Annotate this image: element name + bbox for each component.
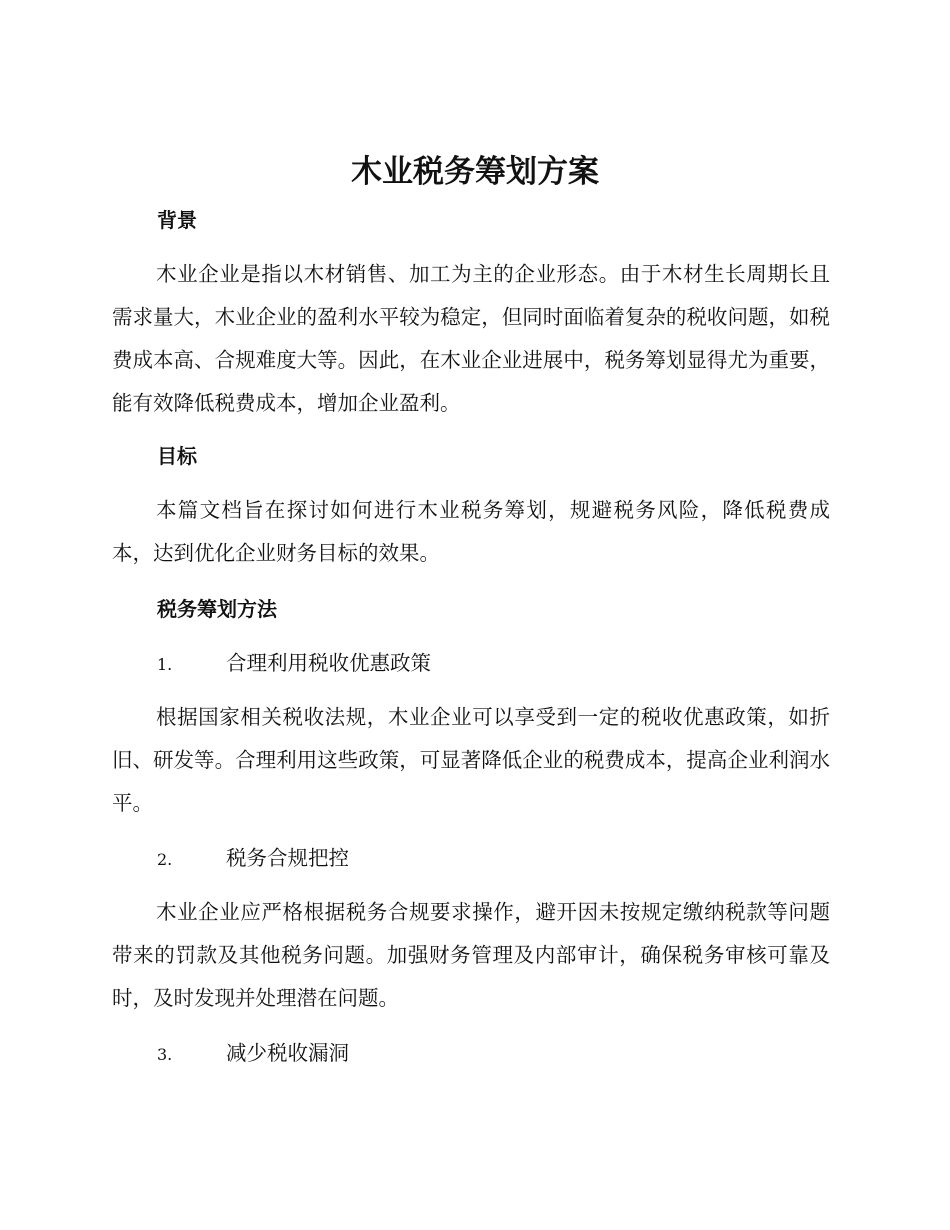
section-heading-methods: 税务筹划方法	[157, 597, 277, 621]
paragraph-method-2: 木业企业应严格根据税务合规要求操作，避开因未按规定缴纳税款等问题带来的罚款及其他税务问题。加强财务管理及内部审计，确保税务审核可靠及时，及时发现并处理潜在问题。	[112, 900, 830, 1010]
section-heading-goal: 目标	[157, 444, 197, 468]
list-item-label: 合理利用税收优惠政策	[226, 651, 431, 675]
list-number: 3.	[157, 1045, 173, 1064]
list-item-3	[157, 1038, 349, 1070]
section-heading-background: 背景	[157, 208, 197, 232]
paragraph-background: 木业企业是指以木材销售、加工为主的企业形态。由于木材生长周期长且需求量大，木业企业的盈利水平较为稳定，但同时面临着复杂的税收问题，如税费成本高、合规难度大等。因此，在木业企业进展中，税务筹划显得尤为重要，能有效降低税费成本，增加企业盈利。	[112, 262, 830, 415]
list-item-1	[157, 648, 431, 680]
list-number: 1.	[157, 655, 173, 674]
paragraph-method-1: 根据国家相关税收法规，木业企业可以享受到一定的税收优惠政策，如折旧、研发等。合理利用这些政策，可显著降低企业的税费成本，提高企业利润水平。	[112, 705, 830, 815]
list-item-label: 税务合规把控	[226, 846, 349, 870]
list-item-2	[157, 843, 349, 875]
document-title: 木业税务筹划方案	[351, 154, 599, 190]
list-number: 2.	[157, 850, 173, 869]
list-item-label: 减少税收漏洞	[226, 1041, 349, 1065]
paragraph-goal: 本篇文档旨在探讨如何进行木业税务筹划，规避税务风险，降低税费成本，达到优化企业财务目标的效果。	[112, 498, 830, 565]
